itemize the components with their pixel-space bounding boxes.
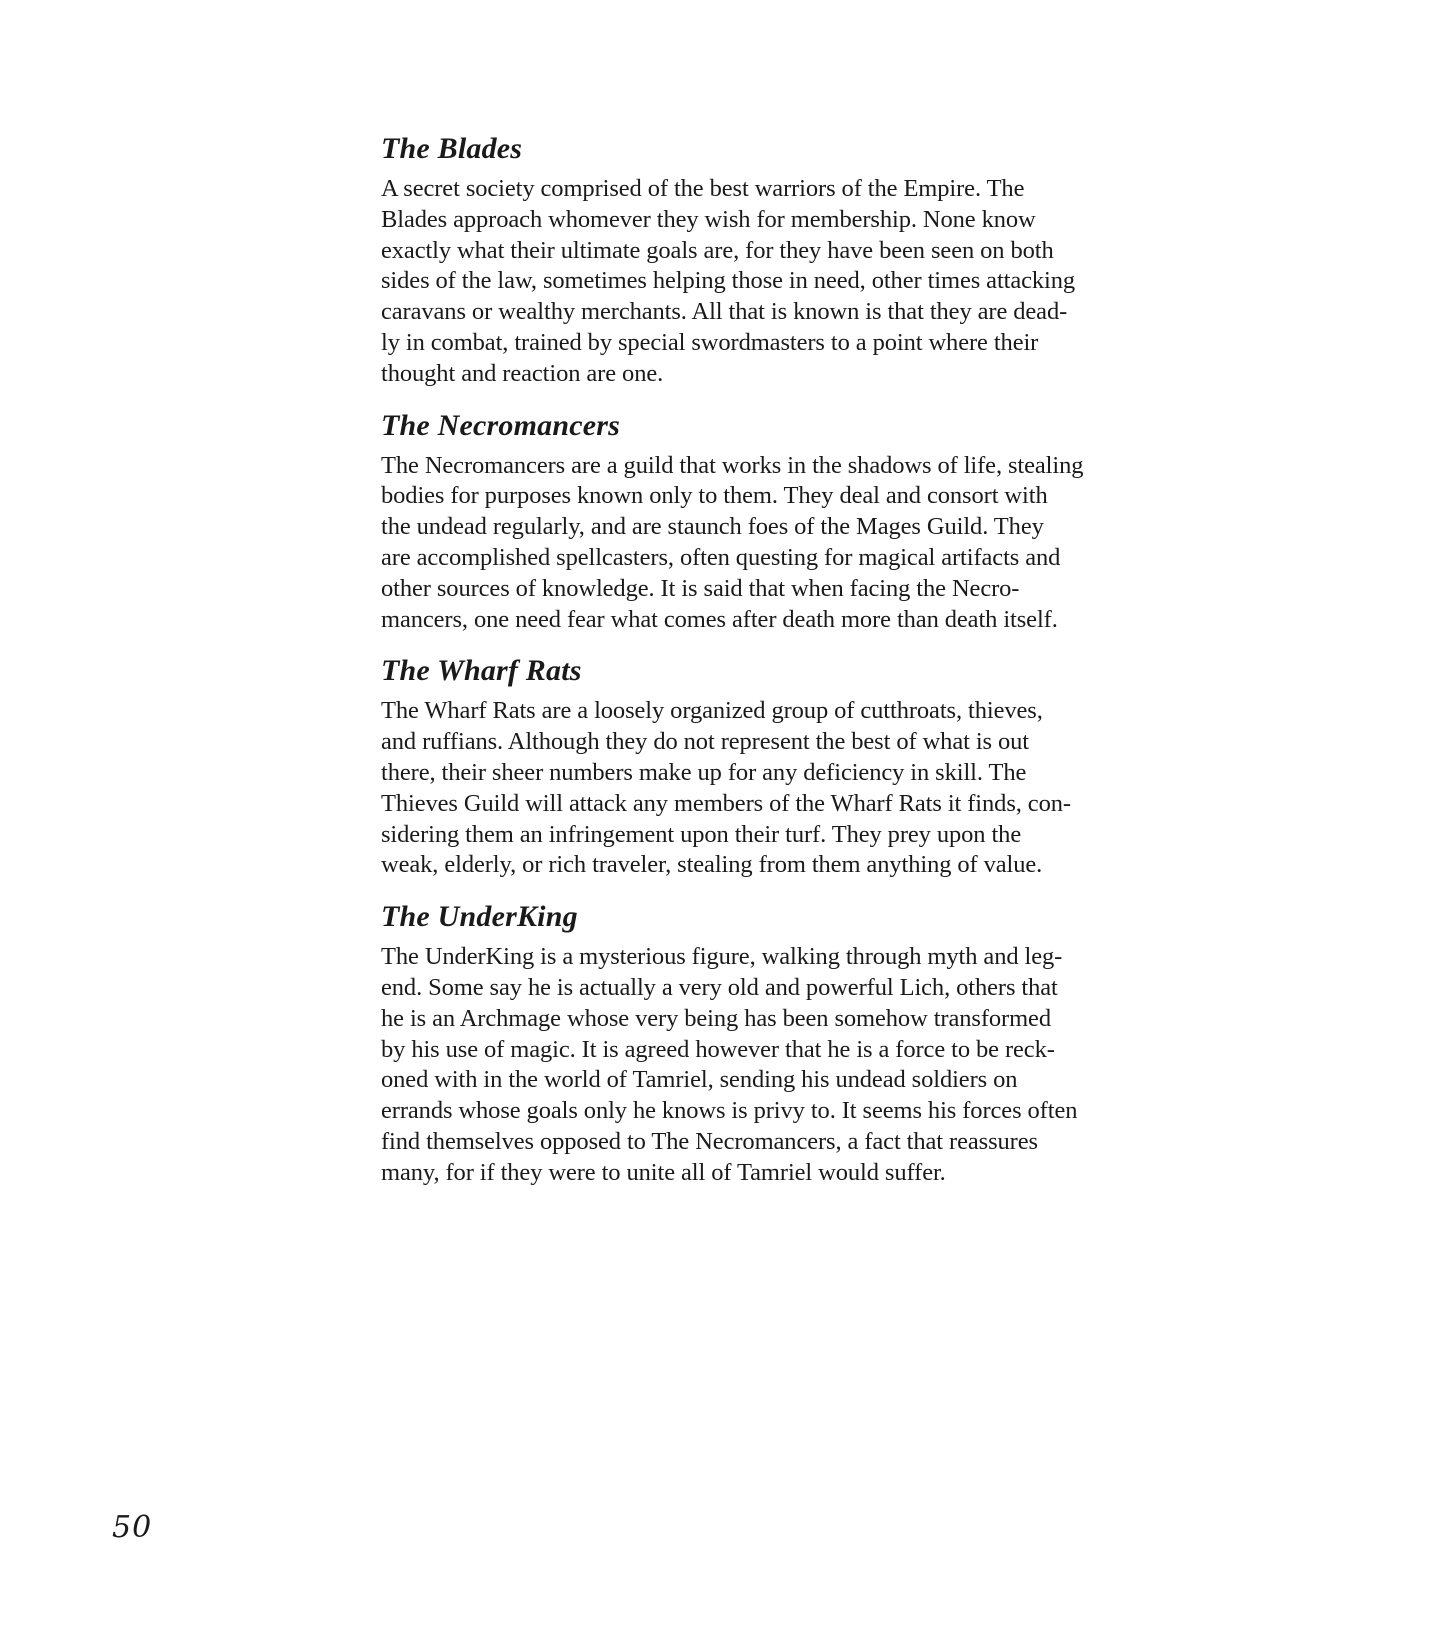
- body-line: The Wharf Rats are a loosely organized group of cutthroats, thieves,: [381, 697, 1043, 725]
- body-line: The Necromancers are a guild that works in the shadows of life, stealing: [381, 451, 1084, 479]
- body-line: other sources of knowledge. It is said that when facing the Necro-: [381, 574, 1020, 602]
- body-line: oned with in the world of Tamriel, sending his undead soldiers on: [381, 1066, 1018, 1094]
- body-line: sides of the law, sometimes helping those in need, other times attacking: [381, 267, 1076, 295]
- section-underking: [381, 892, 1161, 1188]
- body-line: thought and reaction are one.: [381, 359, 664, 387]
- body-line: the undead regularly, and are staunch foes of the Mages Guild. They: [381, 513, 1044, 541]
- body-line: Thieves Guild will attack any members of the Wharf Rats it finds, con-: [381, 789, 1071, 817]
- text-column: [381, 124, 1161, 1189]
- body-line: are accomplished spellcasters, often questing for magical artifacts and: [381, 543, 1061, 571]
- body-line: end. Some say he is actually a very old and powerful Lich, others that: [381, 973, 1058, 1001]
- body-line: there, their sheer numbers make up for any deficiency in skill. The: [381, 758, 1027, 786]
- body-line: The UnderKing is a mysterious figure, walking through myth and leg-: [381, 943, 1063, 971]
- page-number: 50: [112, 1510, 153, 1545]
- body-line: errands whose goals only he knows is privy to. It seems his forces often: [381, 1097, 1078, 1125]
- body-line: sidering them an infringement upon their turf. They prey upon the: [381, 820, 1022, 848]
- body-line: and ruffians. Although they do not represent the best of what is out: [381, 728, 1030, 756]
- body-line: A secret society comprised of the best warriors of the Empire. The: [381, 175, 1025, 202]
- section-heading: The UnderKing: [381, 900, 578, 934]
- body-line: caravans or wealthy merchants. All that is known is that they are dead-: [381, 298, 1068, 326]
- section-heading: The Necromancers: [381, 408, 620, 442]
- body-line: mancers, one need fear what comes after death more than death itself.: [381, 605, 1058, 633]
- section-blades: [381, 124, 1161, 390]
- section-necromancers: [381, 401, 1161, 636]
- section-wharf-rats: [381, 646, 1161, 881]
- body-line: he is an Archmage whose very being has been somehow transformed: [381, 1004, 1051, 1032]
- body-line: ly in combat, trained by special swordmasters to a point where their: [381, 328, 1039, 356]
- body-line: weak, elderly, or rich traveler, stealing from them anything of value.: [381, 851, 1043, 879]
- body-line: Blades approach whomever they wish for membership. None know: [381, 205, 1036, 233]
- body-line: bodies for purposes known only to them. They deal and consort with: [381, 482, 1048, 510]
- body-line: find themselves opposed to The Necromancers, a fact that reassures: [381, 1127, 1038, 1155]
- body-line: exactly what their ultimate goals are, for they have been seen on both: [381, 236, 1054, 264]
- section-heading: The Blades: [381, 132, 523, 165]
- body-line: many, for if they were to unite all of Tamriel would suffer.: [381, 1158, 946, 1186]
- section-heading: The Wharf Rats: [381, 654, 582, 688]
- body-line: by his use of magic. It is agreed however that he is a force to be reck-: [381, 1035, 1055, 1063]
